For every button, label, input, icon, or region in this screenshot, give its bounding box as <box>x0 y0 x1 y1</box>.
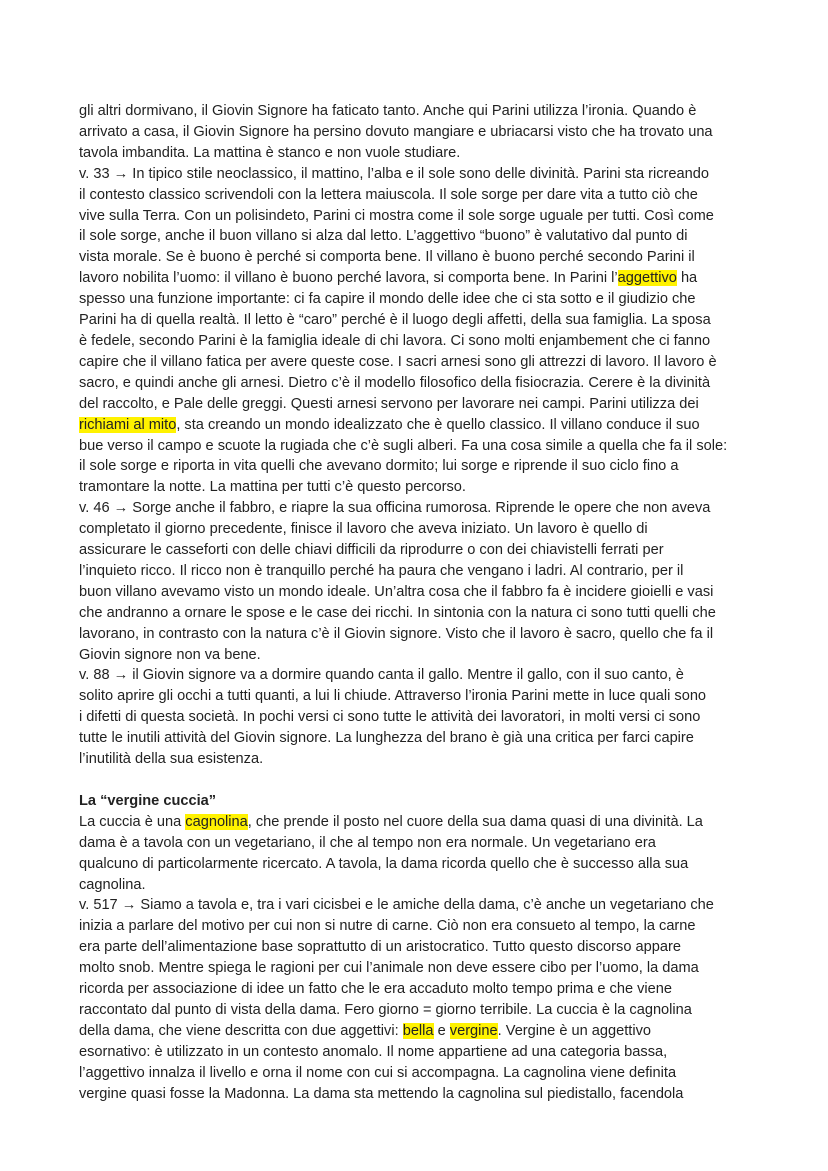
text-line: raccontato dal punto di vista della dama. Fero giorno = giorno terribile. La cuccia è la cagnolina <box>79 1001 692 1018</box>
paragraph-cuccia-intro <box>79 812 759 896</box>
text-line: vergine quasi fosse la Madonna. La dama sta mettendo la cagnolina sul piedistallo, facendola <box>79 1085 684 1102</box>
text-line: esornativo: è utilizzato in un contesto anomalo. Il nome appartiene ad una categoria bassa, <box>79 1043 668 1060</box>
text-segment: lavoro nobilita l’uomo: il villano è buono perché lavora, si comporta bene. In Parini l’ <box>79 270 618 287</box>
text-segment: ha <box>676 270 698 287</box>
text-line: spesso una funzione importante: ci fa capire il mondo delle idee che ci sta sotto e il giudizio che <box>79 291 696 308</box>
text-line: assicurare le casseforti con delle chiavi difficili da riprodurre o con dei chiavistelli ferrati per <box>79 542 664 559</box>
paragraph-v33 <box>79 164 759 499</box>
paragraph-v517 <box>79 895 759 1104</box>
text-line: lavorano, in contrasto con la natura c’è il Giovin signore. Visto che il lavoro è sacro, quello che fa il <box>79 625 714 642</box>
text-line <box>79 268 759 289</box>
text-line: v. 46 → Sorge anche il fabbro, e riapre la sua officina rumorosa. Riprende le opere che non aveva <box>79 500 711 517</box>
text-line: Parini ha di quella realtà. Il letto è “caro” perché è il luogo degli affetti, della sua famiglia. La sposa <box>79 312 711 329</box>
paragraph-intro <box>79 101 759 164</box>
text-line: il sole sorge e riporta in vita quelli che avevano dormito; lui sorge e riprende il suo ciclo fino a <box>79 458 679 475</box>
paragraph-spacer <box>79 770 759 791</box>
text-line: v. 517 → Siamo a tavola e, tra i vari cicisbei e le amiche della dama, c’è anche un vegetariano che <box>79 897 714 914</box>
text-line: cagnolina. <box>79 876 146 893</box>
text-line: tutte le inutili attività del Giovin signore. La lunghezza del brano è già una critica per farci capire <box>79 730 694 747</box>
text-line <box>79 1021 759 1042</box>
text-line: solito aprire gli occhi a tutti quanti, a lui li chiude. Attraverso l’ironia Parini mette in luce quali sono <box>79 688 707 705</box>
text-line: gli altri dormivano, il Giovin Signore ha faticato tanto. Anche qui Parini utilizza l’ironia. Quando è <box>79 103 697 119</box>
text-line: i difetti di questa società. In pochi versi ci sono tutte le attività dei lavoratori, in molti versi ci sono <box>79 709 701 726</box>
text-line: arrivato a casa, il Giovin Signore ha persino dovuto mangiare e ubriacarsi visto che ha trovato una <box>79 123 713 140</box>
text-line <box>79 415 759 436</box>
text-line: l’aggettivo innalza il livello e orna il nome con cui si accompagna. La cagnolina viene definita <box>79 1064 677 1081</box>
text-segment: , che prende il posto nel cuore della sua dama quasi di una divinità. La <box>247 813 703 830</box>
text-line: era parte dell’alimentazione base soprattutto di un aristocratico. Tutto questo discorso appare <box>79 939 681 956</box>
text-line: buon villano avevamo visto un mondo ideale. Un’altra cosa che il fabbro fa è incidere gioielli e vasi <box>79 583 714 600</box>
text-line: inizia a parlare del motivo per cui non si nutre di carne. Ciò non era consueto al tempo, la carne <box>79 918 696 935</box>
text-line: è fedele, secondo Parini è la famiglia ideale di chi lavora. Ci sono molti enjambement che ci fanno <box>79 332 711 349</box>
highlight-cagnolina: cagnolina <box>185 813 248 830</box>
text-line: il sole sorge, anche il buon villano si alza dal letto. L’aggettivo “buono” è valutativo dal punto di <box>79 228 688 245</box>
text-line: il contesto classico scrivendoli con la lettera maiuscola. Il sole sorge per dare vita a tutto ciò che <box>79 186 698 203</box>
text-line: che andranno a ornare le spose e le case dei ricchi. In sintonia con la natura ci sono tutti quelli che <box>79 604 716 621</box>
text-line: v. 88 → il Giovin signore va a dormire quando canta il gallo. Mentre il gallo, con il suo canto, è <box>79 667 684 684</box>
text-line: bue verso il campo e scuote la rugiada che c’è sugli alberi. Fa una cosa simile a quella che fa il sole: <box>79 437 728 454</box>
text-segment: La cuccia è una <box>79 813 186 830</box>
text-line: Giovin signore non va bene. <box>79 646 261 663</box>
text-line: molto snob. Mentre spiega le ragioni per cui l’animale non deve essere cibo per l’uomo, la dama <box>79 960 699 977</box>
text-line <box>79 812 759 833</box>
highlight-richiami-al-mito: richiami al mito <box>79 416 177 433</box>
text-segment: della dama, che viene descritta con due aggettivi: <box>79 1022 403 1039</box>
paragraph-v46 <box>79 498 759 665</box>
text-line: l’inutilità della sua esistenza. <box>79 751 264 768</box>
text-line: vista morale. Se è buono è perché si comporta bene. Il villano è buono perché secondo Parini il <box>79 249 695 266</box>
text-segment: e <box>433 1022 450 1039</box>
text-line: ricorda per associazione di idee un fatto che le era accaduto molto tempo prima e che viene <box>79 981 673 998</box>
text-line: tramontare la notte. La mattina per tutti c’è questo percorso. <box>79 479 466 496</box>
text-line: v. 33 → In tipico stile neoclassico, il mattino, l’alba e il sole sono delle divinità. Parini sta ricreando <box>79 165 710 182</box>
document-page <box>79 101 759 1104</box>
text-line: l’inquieto ricco. Il ricco non è tranquillo perché ha paura che vengano i ladri. Al contrario, per il <box>79 562 684 579</box>
highlight-vergine: vergine <box>449 1022 498 1039</box>
text-line: completato il giorno precedente, finisce il lavoro che aveva iniziato. Un lavoro è quello di <box>79 521 648 538</box>
text-line: capire che il villano fatica per avere queste cose. I sacri arnesi sono gli attrezzi di lavoro. Il lavoro è <box>79 353 717 370</box>
text-line: qualcuno di particolarmente ricercato. A tavola, la dama ricorda quello che è successo alla sua <box>79 855 689 872</box>
text-line: tavola imbandita. La mattina è stanco e non vuole studiare. <box>79 144 461 161</box>
text-line: del raccolto, e Pale delle greggi. Questi arnesi servono per lavorare nei campi. Parini utilizza dei <box>79 395 699 412</box>
highlight-aggettivo: aggettivo <box>617 270 677 287</box>
text-line: dama è a tavola con un vegetariano, il che al tempo non era normale. Un vegetariano era <box>79 834 656 851</box>
highlight-bella: bella <box>402 1022 434 1039</box>
paragraph-v88 <box>79 665 759 770</box>
section-heading: La “vergine cuccia” <box>79 792 217 809</box>
text-segment: , sta creando un mondo idealizzato che è quello classico. Il villano conduce il suo <box>176 416 700 433</box>
text-line: vive sulla Terra. Con un polisindeto, Parini ci mostra come il sole sorge uguale per tutti. Così come <box>79 207 714 224</box>
text-segment: . Vergine è un aggettivo <box>497 1022 652 1039</box>
text-line: sacro, e quindi anche gli arnesi. Dietro c’è il modello filosofico della fisiocrazia. Cerere è la divinità <box>79 374 711 391</box>
